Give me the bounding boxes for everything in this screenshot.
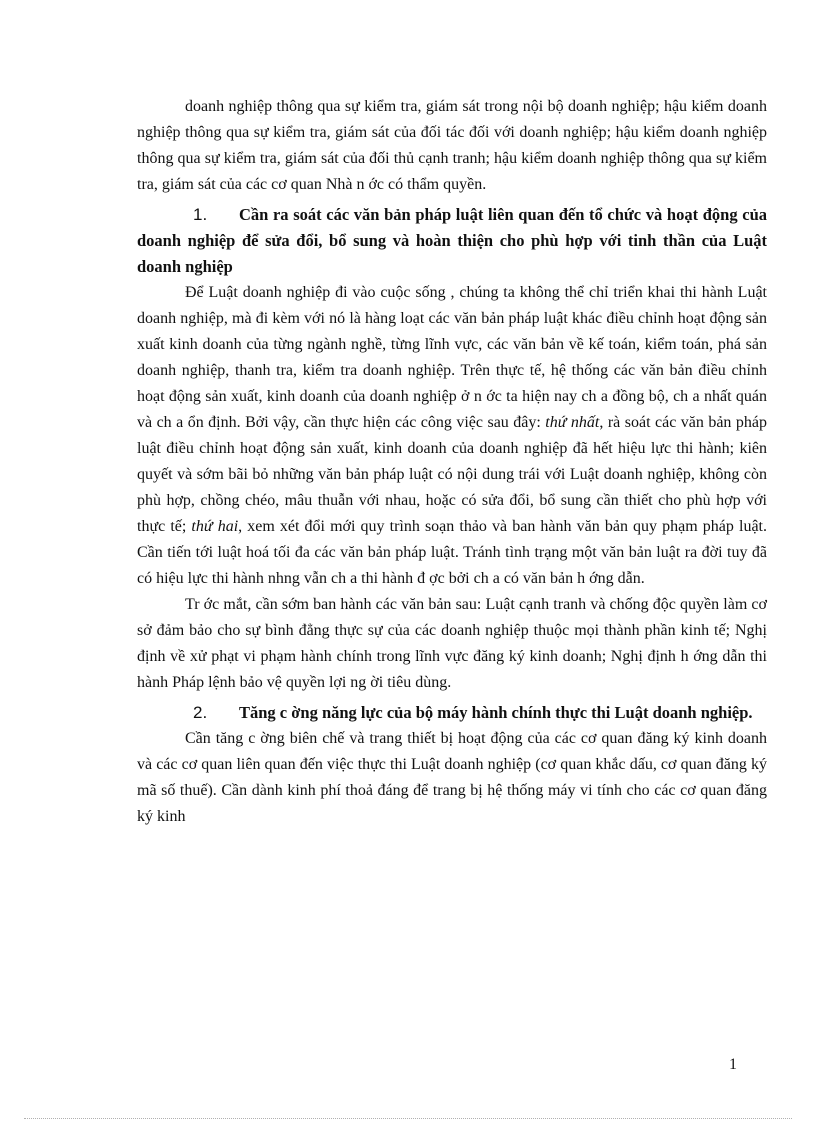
- paragraph-text: Để Luật doanh nghiệp đi vào cuộc sống , chúng ta không thể chỉ triển khai thi hành Luật doanh nghiệp, mà đi kèm với nó là hàng loạt các văn bản pháp luật khác điều chỉnh hoạt động sản xuất kinh doanh của từng ngành nghề, từng lĩnh vực, các văn bản về kế toán, kiểm toán, phá sản doanh nghiệp, thanh tra, kiểm tra doanh nghiệp. Trên thực tế, hệ thống các văn bản điều chỉnh hoạt động sản xuất, kinh doanh của doanh nghiệp ở n ớc ta hiện nay ch a đồng bộ, ch a nhất quán và ch a ổn định. Bởi vậy, cần thực hiện các công việc sau đây:: [137, 284, 767, 431]
- emphasis-text: thứ hai: [191, 518, 239, 535]
- page-number: 1: [729, 1056, 737, 1073]
- section-number: 2.: [193, 703, 208, 722]
- paragraph-body: [137, 280, 767, 592]
- paragraph-body: Tr ớc mắt, cần sớm ban hành các văn bản sau: Luật cạnh tranh và chống độc quyền làm cơ sở đảm bảo cho sự bình đẳng thực sự của các doanh nghiệp thuộc mọi thành phần kinh tế; Nghị định về xử phạt vi phạm hành chính trong lĩnh vực đăng ký kinh doanh; Nghị định h ớng dẫn thi hành Pháp lệnh bảo vệ quyền lợi ng ời tiêu dùng.: [137, 596, 767, 691]
- paragraph-body: Cần tăng c ờng biên chế và trang thiết bị hoạt động của các cơ quan đăng ký kinh doanh và các cơ quan liên quan đến việc thực thi Luật doanh nghiệp (cơ quan khắc dấu, cơ quan đăng ký mã số thuế). Cần dành kinh phí thoả đáng để trang bị hệ thống máy vi tính cho các cơ quan đăng ký kinh: [137, 730, 767, 825]
- section-heading-text: Cần ra soát các văn bản pháp luật liên quan đến tổ chức và hoạt động của doanh nghiệp để sửa đổi, bổ sung và hoàn thiện cho phù hợp với tinh thần của Luật doanh nghiệp: [137, 205, 767, 276]
- paragraph-continued: doanh nghiệp thông qua sự kiểm tra, giám sát trong nội bộ doanh nghiệp; hậu kiểm doanh nghiệp thông qua sự kiểm tra, giám sát của đối tác đối với doanh nghiệp; hậu kiểm doanh nghiệp thông qua sự kiểm tra, giám sát của đối thủ cạnh tranh; hậu kiểm doanh nghiệp thông qua sự kiểm tra, giám sát của các cơ quan Nhà n ớc có thẩm quyền.: [137, 98, 767, 193]
- section-heading-2: [137, 700, 767, 726]
- page-bottom-divider: [24, 1118, 792, 1119]
- paragraph-text: , rà soát các văn bản pháp luật điều chỉnh hoạt động sản xuất, kinh doanh của doanh nghiệp đã hết hiệu lực thi hành; kiên quyết và sớm bãi bỏ những văn bản pháp luật có nội dung trái với Luật doanh nghiệp, không còn phù hợp, chồng chéo, mâu thuẫn với nhau, hoặc có sửa đổi, bổ sung cần thiết cho phù hợp với thực tế;: [137, 414, 768, 535]
- paragraph-text: , xem xét đổi mới quy trình soạn thảo và ban hành văn bản quy phạm pháp luật. Cần tiến tới luật hoá tối đa các văn bản pháp luật. Tránh tình trạng một văn bản luật ra đời tuy đã có hiệu lực thi hành nhng vẫn ch a thi hành đ ợc bởi ch a có văn bản h ớng dẫn.: [137, 518, 767, 587]
- document-body: [137, 94, 767, 830]
- emphasis-text: thứ nhất: [545, 414, 600, 431]
- section-heading-1: [137, 202, 767, 280]
- section-number: 1.: [193, 205, 208, 224]
- section-heading-text: Tăng c ờng năng lực của bộ máy hành chính thực thi Luật doanh nghiệp.: [239, 703, 753, 722]
